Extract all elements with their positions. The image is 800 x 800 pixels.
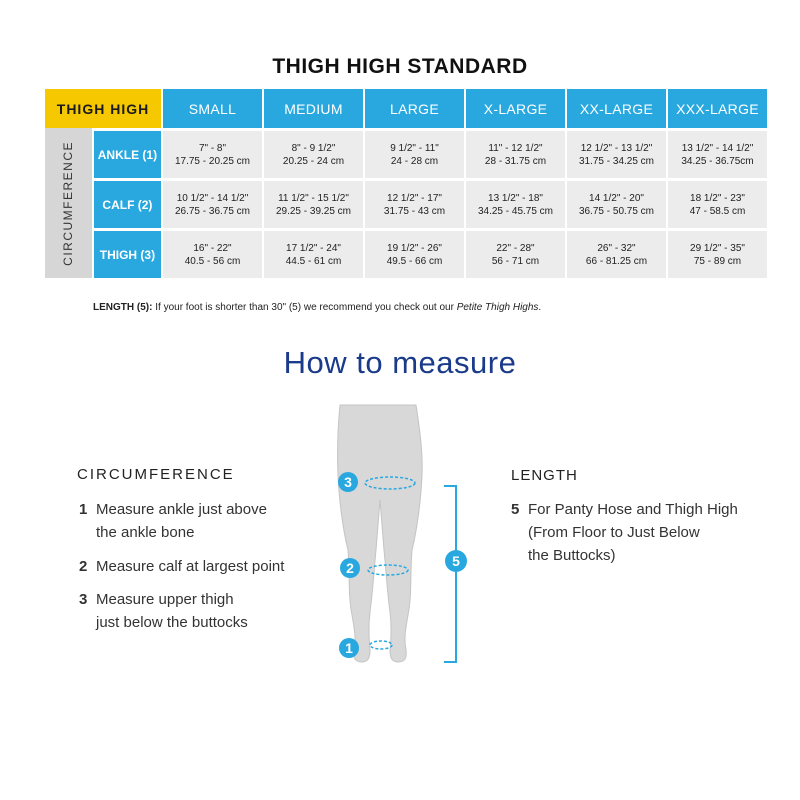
table-row-ankle	[45, 128, 767, 178]
marker-5-label: 5	[452, 553, 460, 569]
cell-cm: 75 - 89 cm	[693, 255, 742, 267]
size-header-small: SMALL	[163, 89, 262, 128]
table-cell	[567, 228, 666, 278]
cell-cm: 40.5 - 56 cm	[184, 255, 241, 267]
cell-cm: 44.5 - 61 cm	[285, 255, 342, 267]
table-cell	[567, 178, 666, 228]
step-text: (From Floor to Just Below	[528, 524, 700, 541]
table-cell	[264, 178, 363, 228]
chart-title: THIGH HIGH STANDARD	[272, 55, 528, 78]
table-cell	[365, 178, 464, 228]
table-cell	[163, 228, 262, 278]
cell-cm: 20.25 - 24 cm	[282, 155, 345, 167]
cell-inches: 14 1/2" - 20"	[589, 192, 644, 204]
step-text: Measure ankle just above	[96, 501, 267, 518]
cell-inches: 12 1/2" - 13 1/2"	[580, 142, 653, 154]
length-note-text: If your foot is shorter than 30" (5) we recommend you check out our	[152, 302, 457, 313]
step-text: just below the buttocks	[96, 614, 248, 631]
step-number: 2	[79, 558, 88, 575]
legs-figure-illustration	[320, 400, 480, 685]
length-note-end: .	[538, 302, 542, 313]
table-cell	[163, 178, 262, 228]
marker-1-icon	[339, 638, 359, 658]
marker-2-icon	[340, 558, 360, 578]
cell-cm: 66 - 81.25 cm	[585, 255, 648, 267]
marker-3-icon	[338, 472, 358, 492]
size-header-medium: MEDIUM	[264, 89, 363, 128]
cell-inches: 8" - 9 1/2"	[291, 142, 336, 154]
step-2	[79, 555, 284, 578]
size-header-xxx-large: XXX-LARGE	[668, 89, 767, 128]
cell-inches: 26" - 32"	[597, 242, 636, 254]
marker-2-label: 2	[346, 560, 354, 576]
cell-inches: 18 1/2" - 23"	[690, 192, 745, 204]
step-text: For Panty Hose and Thigh High	[528, 501, 738, 518]
circumference-group	[45, 128, 92, 278]
circumference-label: CIRCUMFERENCE	[61, 140, 76, 266]
table-cell	[264, 228, 363, 278]
cell-inches: 17 1/2" - 24"	[286, 242, 341, 254]
petite-thigh-highs-link[interactable]: Petite Thigh Highs	[456, 302, 539, 313]
cell-inches: 12 1/2" - 17"	[387, 192, 442, 204]
cell-cm: 17.75 - 20.25 cm	[174, 155, 251, 167]
cell-inches: 10 1/2" - 14 1/2"	[176, 192, 249, 204]
legs-silhouette	[338, 405, 423, 662]
length-bracket	[444, 486, 456, 662]
row-label-calf: CALF (2)	[94, 178, 161, 228]
corner-label: THIGH HIGH	[45, 89, 161, 128]
circumference-heading: CIRCUMFERENCE	[77, 466, 235, 483]
cell-cm: 24 - 28 cm	[390, 155, 439, 167]
size-chart-table	[43, 89, 769, 278]
table-cell	[264, 128, 363, 178]
header-row	[45, 89, 767, 128]
row-label-thigh: THIGH (3)	[94, 228, 161, 278]
table-cell	[466, 228, 565, 278]
cell-inches: 13 1/2" - 14 1/2"	[681, 142, 754, 154]
cell-cm: 31.75 - 34.25 cm	[578, 155, 655, 167]
table-row-calf	[45, 178, 767, 228]
cell-inches: 29 1/2" - 35"	[690, 242, 745, 254]
step-3	[79, 588, 248, 634]
cell-inches: 19 1/2" - 26"	[387, 242, 442, 254]
cell-cm: 49.5 - 66 cm	[386, 255, 443, 267]
table-cell	[466, 128, 565, 178]
step-text: Measure upper thigh	[96, 591, 234, 608]
marker-3-label: 3	[344, 474, 352, 490]
row-label-ankle: ANKLE (1)	[94, 128, 161, 178]
cell-cm: 34.25 - 45.75 cm	[477, 205, 554, 217]
table-row-thigh	[45, 228, 767, 278]
table-cell	[466, 178, 565, 228]
table-cell	[365, 128, 464, 178]
cell-cm: 56 - 71 cm	[491, 255, 540, 267]
step-text: the Buttocks)	[528, 547, 616, 564]
table-cell	[668, 128, 767, 178]
cell-cm: 26.75 - 36.75 cm	[174, 205, 251, 217]
step-text: Measure calf at largest point	[96, 558, 285, 575]
marker-1-label: 1	[345, 640, 353, 656]
step-text: the ankle bone	[96, 524, 195, 541]
size-header-large: LARGE	[365, 89, 464, 128]
step-number: 3	[79, 591, 88, 608]
cell-inches: 11 1/2" - 15 1/2"	[278, 192, 349, 204]
cell-cm: 28 - 31.75 cm	[484, 155, 547, 167]
table-cell	[567, 128, 666, 178]
table-cell	[668, 228, 767, 278]
step-1	[79, 498, 267, 544]
cell-inches: 22" - 28"	[496, 242, 535, 254]
cell-cm: 31.75 - 43 cm	[383, 205, 446, 217]
marker-5-icon	[445, 550, 467, 572]
cell-inches: 9 1/2" - 11"	[390, 142, 439, 154]
table-cell	[163, 128, 262, 178]
ankle-measure-ring	[370, 641, 392, 649]
length-note-label: LENGTH (5):	[93, 302, 153, 313]
step-5	[511, 498, 738, 567]
step-number: 1	[79, 501, 88, 518]
size-header-xx-large: XX-LARGE	[567, 89, 666, 128]
length-note	[93, 302, 541, 313]
length-heading: LENGTH	[511, 467, 578, 484]
cell-cm: 47 - 58.5 cm	[689, 205, 746, 217]
table-cell	[668, 178, 767, 228]
cell-cm: 29.25 - 39.25 cm	[275, 205, 352, 217]
cell-inches: 16" - 22"	[193, 242, 232, 254]
cell-inches: 13 1/2" - 18"	[488, 192, 543, 204]
table-cell	[365, 228, 464, 278]
cell-cm: 34.25 - 36.75cm	[681, 155, 754, 167]
cell-cm: 36.75 - 50.75 cm	[578, 205, 655, 217]
step-number: 5	[511, 501, 520, 518]
cell-inches: 11" - 12 1/2"	[488, 142, 543, 154]
cell-inches: 7" - 8"	[198, 142, 227, 154]
how-to-measure-heading: How to measure	[283, 345, 517, 380]
size-header-x-large: X-LARGE	[466, 89, 565, 128]
